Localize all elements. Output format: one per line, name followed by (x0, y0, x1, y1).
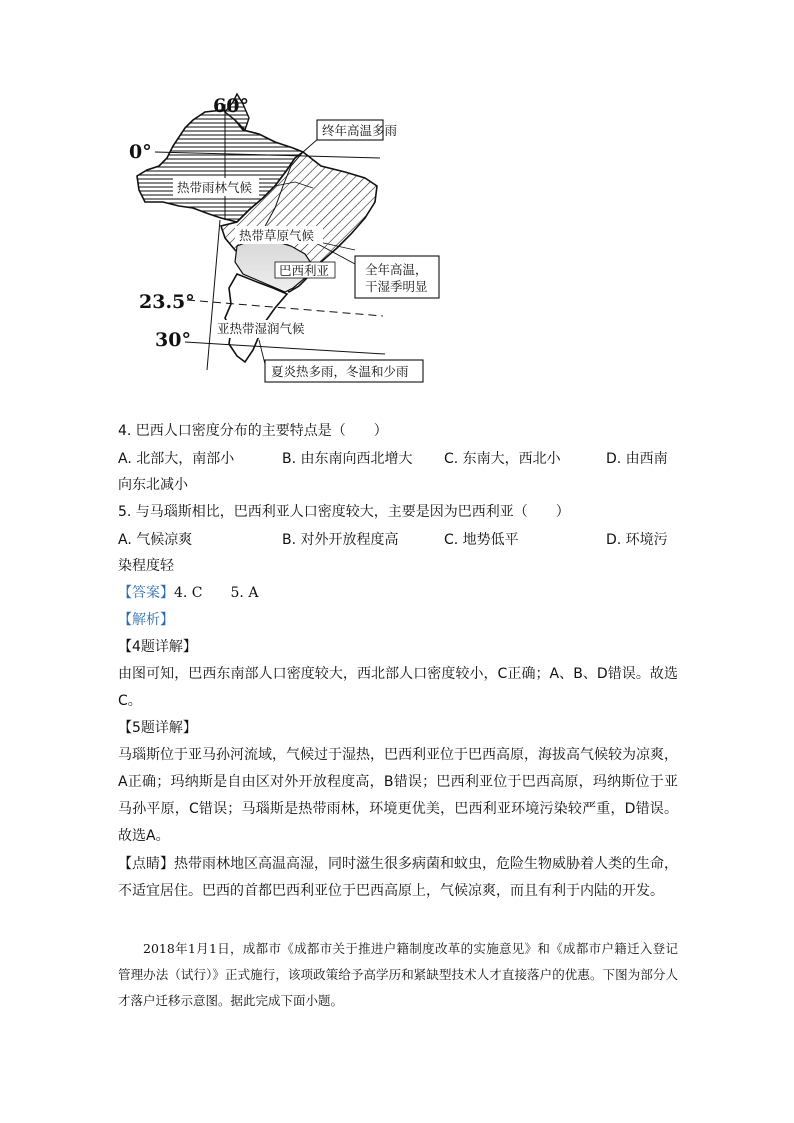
brazil-climate-map (125, 90, 450, 390)
subtropical-label: 亚热带湿润气候 (217, 321, 305, 336)
q4-option-d: D. 由西南 (606, 451, 668, 467)
q5-option-c: C. 地势低平 (444, 532, 519, 548)
detail4-text: 由图可知，巴西东南部人口密度较大，西北部人口密度较小，C正确；A、B、D错误。故选C。 (118, 666, 678, 709)
q5-option-d-cont: 染程度轻 (118, 558, 174, 574)
q4-stem: 4. 巴西人口密度分布的主要特点是（ ） (118, 423, 388, 439)
lat-0-label: 0° (129, 141, 152, 163)
rainforest-label: 热带雨林气候 (177, 180, 253, 195)
q4-option-b: B. 由东南向西北增大 (282, 451, 413, 467)
answer-line (118, 580, 258, 606)
q5-stem: 5. 与马瑙斯相比，巴西利亚人口密度较大，主要是因为巴西利亚（ ） (118, 504, 570, 520)
q4-option-d-cont: 向东北减小 (118, 477, 188, 493)
answer-text: 4. C 5. A (174, 585, 259, 601)
box-rain-text: 终年高温多雨 (322, 123, 398, 138)
detail5-label: 【5题详解】 (118, 720, 197, 736)
box-savanna-line2: 干湿季明显 (365, 279, 428, 294)
q5-option-d: D. 环境污 (606, 532, 668, 548)
q5-option-a: A. 气候凉爽 (118, 532, 193, 548)
lat-60-label: 60° (213, 95, 249, 117)
box-subtropical-text: 夏炎热多雨，冬温和少雨 (271, 364, 409, 379)
tip-label: 【点睛】 (118, 856, 174, 872)
q5-option-b: B. 对外开放程度高 (282, 532, 399, 548)
answer-label: 【答案】 (118, 585, 174, 601)
lat-23-5-label: 23.5° (139, 291, 195, 313)
savanna-label: 热带草原气候 (239, 228, 315, 243)
detail4-label: 【4题详解】 (118, 639, 197, 655)
tip-paragraph (118, 851, 678, 905)
detail5-text: 马瑙斯位于亚马孙河流域，气候过于湿热，巴西利亚位于巴西高原，海拔高气候较为凉爽，A正确；玛纳斯是自由区对外开放程度高，B错误；巴西利亚位于巴西高原，玛纳斯位于亚马孙平原，C错误；马瑙斯是热带雨林，环境更优美，巴西利亚环境污染较严重，D错误。故选A。 (118, 747, 678, 844)
box-savanna-line1: 全年高温， (365, 262, 428, 277)
q4-option-a: A. 北部大，南部小 (118, 451, 235, 467)
tip-text: 热带雨林地区高温高湿，同时滋生很多病菌和蚊虫，危险生物威胁着人类的生命，不适宜居住。巴西的首都巴西利亚位于巴西高原上，气候凉爽，而且有利于内陆的开发。 (118, 856, 678, 899)
next-intro: 2018年1月1日，成都市《成都市关于推进户籍制度改革的实施意见》和《成都市户籍迁入登记管理办法（试行）》正式施行，该项政策给予高学历和紧缺型技术人才直接落户的优惠。下图为部分人才落户迁移示意图。据此完成下面小题。 (118, 941, 678, 1008)
brasilia-label: 巴西利亚 (279, 263, 330, 278)
q4-option-c: C. 东南大，西北小 (444, 451, 561, 467)
analysis-label: 【解析】 (118, 612, 174, 628)
lat-30-label: 30° (155, 329, 191, 351)
